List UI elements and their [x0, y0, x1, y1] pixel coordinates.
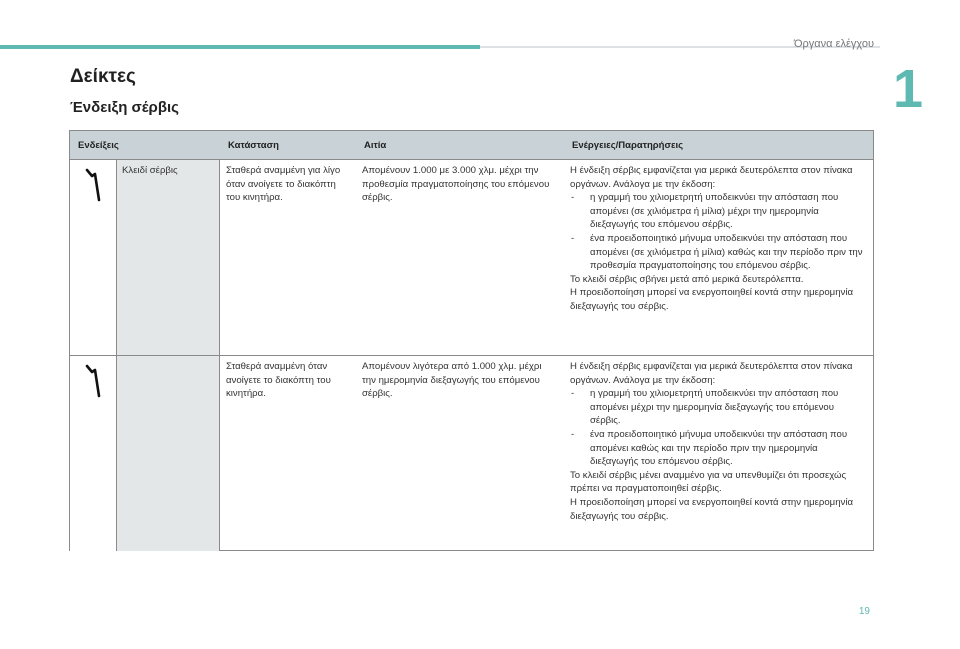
action-note: Το κλειδί σέρβις μένει αναμμένο για να υπενθυμίζει ότι προσεχώς πρέπει να πραγματοποιηθεί σέρβις.	[570, 469, 847, 495]
indicator-name	[117, 356, 220, 551]
indicator-name: Κλειδί σέρβις	[117, 160, 220, 355]
list-item: - η γραμμή του χιλιομετρητή υποδεικνύει την απόσταση που απομένει (σε χιλιόμετρα ή μίλια) μέχρι την ημερομηνία διεξαγωγής του επόμενου σέρβις.	[570, 191, 867, 232]
action-intro: Η ένδειξη σέρβις εμφανίζεται για μερικά δευτερόλεπτα στον πίνακα οργάνων. Ανάλογα με την έκδοση:	[570, 165, 853, 190]
section-header: Όργανα ελέγχου	[794, 38, 874, 50]
cause-cell: Απομένουν λιγότερα από 1.000 χλμ. μέχρι την ημερομηνία διεξαγωγής του επόμενου σέρβις.	[362, 361, 542, 400]
action-note: Η προειδοποίηση μπορεί να ενεργοποιηθεί κοντά στην ημερομηνία διεξαγωγής του σέρβις.	[570, 496, 854, 522]
state-cell: Σταθερά αναμμένη για λίγο όταν ανοίγετε το διακόπτη του κινητήρα.	[226, 165, 341, 204]
column-header-state: Κατάσταση	[228, 139, 279, 151]
section-subtitle: Ένδειξη σέρβις	[70, 99, 179, 116]
wrench-icon	[84, 168, 104, 202]
wrench-icon	[84, 364, 104, 398]
list-item: - ένα προειδοποιητικό μήνυμα υποδεικνύει την απόσταση που απομένει καθώς και την περίοδο πριν την ημερομηνία διεξαγωγής του επόμενου σέρβις.	[570, 428, 867, 469]
list-item: - ένα προειδοποιητικό μήνυμα υποδεικνύει την απόσταση που απομένει (σε χιλιόμετρα ή μίλια) καθώς και την περίοδο πριν την προθεσμία πραγματοποίησης του επόμενου σέρβις.	[570, 232, 867, 273]
action-note: Η προειδοποίηση μπορεί να ενεργοποιηθεί κοντά στην ημερομηνία διεξαγωγής του σέρβις.	[570, 287, 854, 312]
column-header-cause: Αιτία	[364, 139, 387, 151]
chapter-number: 1	[893, 59, 924, 119]
cause-cell: Απομένουν 1.000 με 3.000 χλμ. μέχρι την προθεσμία πραγματοποίησης του επόμενου σέρβις.	[362, 165, 550, 204]
table-row	[70, 356, 873, 551]
actions-cell	[564, 356, 873, 551]
page-number: 19	[858, 606, 870, 617]
action-list	[570, 191, 867, 273]
column-header-indicators: Ενδείξεις	[78, 139, 119, 151]
header-accent-bar	[0, 45, 480, 49]
table-row	[70, 160, 873, 356]
page-title: Δείκτες	[70, 66, 136, 87]
actions-cell	[564, 160, 873, 355]
service-indicator-table	[69, 130, 874, 551]
action-note: Το κλειδί σέρβις σβήνει μετά από μερικά δευτερόλεπτα.	[570, 273, 804, 285]
state-cell: Σταθερά αναμμένη όταν ανοίγετε το διακόπτη του κινητήρα.	[226, 361, 331, 400]
list-item: - η γραμμή του χιλιομετρητή υποδεικνύει την απόσταση που απομένει μέχρι την ημερομηνία διεξαγωγής του επόμενου σέρβις.	[570, 387, 867, 428]
column-header-actions: Ενέργειες/Παρατηρήσεις	[572, 139, 684, 151]
action-intro: Η ένδειξη σέρβις εμφανίζεται για μερικά δευτερόλεπτα στον πίνακα οργάνων. Ανάλογα με την έκδοση:	[570, 361, 853, 386]
action-list	[570, 387, 867, 469]
table-header-row	[70, 131, 873, 160]
